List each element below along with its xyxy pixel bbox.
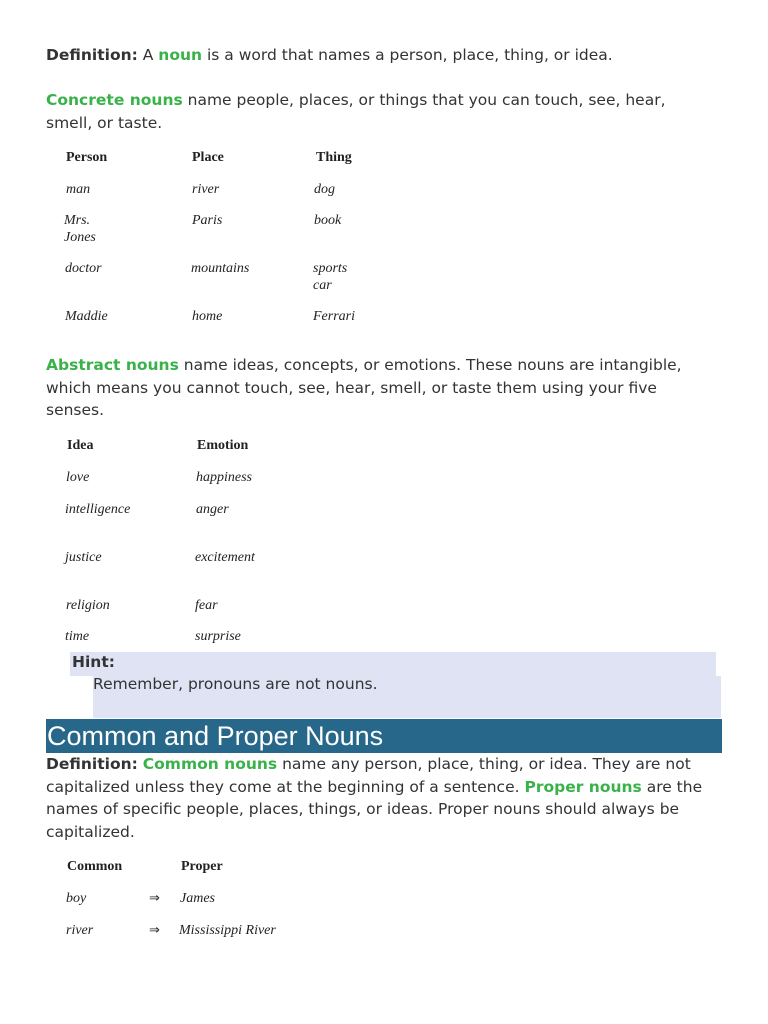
definition-text: name any person, place, thing, or idea. They are not capitalized unless they come at the beginning of a sentence. [46,755,691,796]
table-cell: Mississippi River [179,923,276,938]
definition-text: is a word that names a person, place, thing, or idea. [202,46,613,64]
table-cell: James [180,891,215,906]
abstract-nouns-text: name ideas, concepts, or emotions. These nouns are intangible, which means you cannot touch, see, hear, smell, or taste them using your five senses. [46,356,682,419]
table-header: Place [192,150,224,165]
table-cell: surprise [195,629,241,644]
arrow-icon: ⇒ [149,923,160,938]
table-cell: river [192,182,220,197]
table-header: Thing [316,150,352,165]
table-cell: doctor [65,261,102,276]
table-cell: fear [195,598,218,613]
section-title: Common and Proper Nouns [47,721,384,751]
noun-term: noun [158,46,203,64]
table-cell: book [314,213,342,228]
noun-definition [46,44,716,67]
definition-label: Definition: [46,46,138,64]
table-cell: Ferrari [313,309,355,324]
table-cell: time [65,629,90,644]
abstract-nouns-term: Abstract nouns [46,356,179,374]
hint-label: Hint: [72,653,115,671]
table-cell: man [66,182,91,197]
table-cell: love [66,470,90,485]
concrete-nouns-term: Concrete nouns [46,91,183,109]
table-header: Common [67,859,123,874]
arrow-icon: ⇒ [149,891,160,906]
common-proper-definition [46,753,716,843]
table-cell: excitement [195,550,255,565]
table-cell: sports car [313,261,348,293]
table-cell: Mrs. Jones [64,213,96,245]
table-cell: home [192,309,223,324]
common-nouns-term: Common nouns [142,755,278,773]
table-cell: intelligence [65,502,131,517]
table-cell: mountains [191,261,250,276]
hint-box [70,652,716,676]
table-cell: religion [66,598,110,613]
table-header: Proper [181,859,223,874]
table-cell: happiness [196,470,252,485]
table-cell: river [66,923,94,938]
table-cell: Paris [192,213,223,228]
concrete-nouns-paragraph [46,89,716,134]
table-header: Emotion [197,438,249,453]
table-cell: Maddie [65,309,108,324]
table-header: Idea [67,438,94,453]
definition-label: Definition: [46,755,138,773]
concrete-nouns-text: name people, places, or things that you can touch, see, hear, smell, or taste. [46,91,666,132]
abstract-nouns-paragraph [46,354,716,422]
definition-text-a: A [137,46,159,64]
table-header: Person [66,150,108,165]
table-cell: boy [66,891,87,906]
table-cell: justice [65,550,102,565]
table-cell: dog [314,182,335,197]
table-cell: anger [196,502,229,517]
definition-text: are the names of specific people, places, things, or ideas. Proper nouns should always be capitalized. [46,777,703,841]
proper-nouns-term: Proper nouns [524,777,642,796]
hint-text: Remember, pronouns are not nouns. [93,675,378,693]
